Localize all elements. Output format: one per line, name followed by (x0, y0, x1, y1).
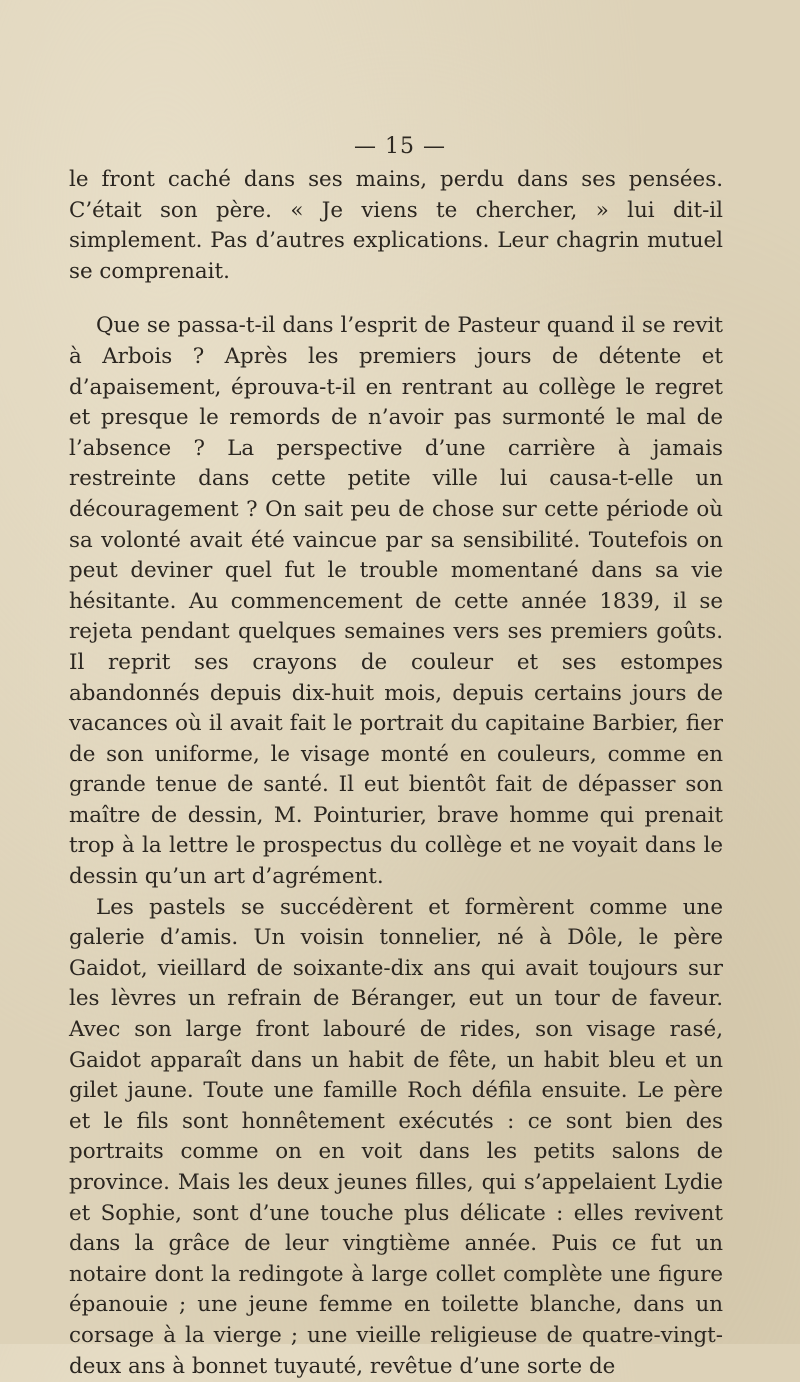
body-text (69, 165, 723, 1382)
paragraph: Que se passa-t-il dans l’esprit de Pasteur quand il se revit à Arbois ? Après les premiers jours de détente et d’apaisement, éprouva-t-il en rentrant au collège le regret et presque le remords de n’avoir pas surmonté le mal de l’absence ? La perspective d’une carrière à jamais restreinte dans cette petite ville lui causa-t-elle un découragement ? On sait peu de chose sur cette période où sa volonté avait été vaincue par sa sensibilité. Toutefois on peut deviner quel fut le trouble momentané dans sa vie hésitante. Au commencement de cette année 1839, il se rejeta pendant quelques semaines vers ses premiers goûts. Il reprit ses crayons de couleur et ses estompes abandonnés depuis dix-huit mois, depuis certains jours de vacances où il avait fait le portrait du capitaine Barbier, fier de son uniforme, le visage monté en couleurs, comme en grande tenue de santé. Il eut bientôt fait de dépasser son maître de dessin, M. Pointurier, brave homme qui prenait trop à la lettre le prospectus du collège et ne voyait dans le dessin qu’un art d’agrément. (69, 313, 723, 890)
paragraph: Les pastels se succédèrent et formèrent comme une galerie d’amis. Un voisin tonnelier, né à Dôle, le père Gaidot, vieillard de soixante-dix ans qui avait toujours sur les lèvres un refrain de Béranger, eut un tour de faveur. Avec son large front labouré de rides, son visage rasé, Gaidot apparaît dans un habit de fête, un habit bleu et un gilet jaune. Toute une famille Roch défila ensuite. Le père et le fils sont honnêtement exécutés : ce sont bien des portraits comme on en voit dans les petits salons de province. Mais les deux jeunes filles, qui s’appelaient Lydie et Sophie, sont d’une touche plus délicate : elles revivent dans la grâce de leur vingtième année. Puis ce fut un notaire dont la redingote à large collet complète une figure épanouie ; une jeune femme en toilette blanche, dans un corsage à la vierge ; une vieille religieuse de quatre-vingt-deux ans à bonnet tuyauté, revêtue d’une sorte de (69, 894, 723, 1379)
page-number: — 15 — (354, 134, 446, 159)
paragraph: le front caché dans ses mains, perdu dans ses pensées. C’était son père. « Je viens te chercher, » lui dit-il simplement. Pas d’autres explications. Leur chagrin mutuel se comprenait. (69, 167, 723, 284)
